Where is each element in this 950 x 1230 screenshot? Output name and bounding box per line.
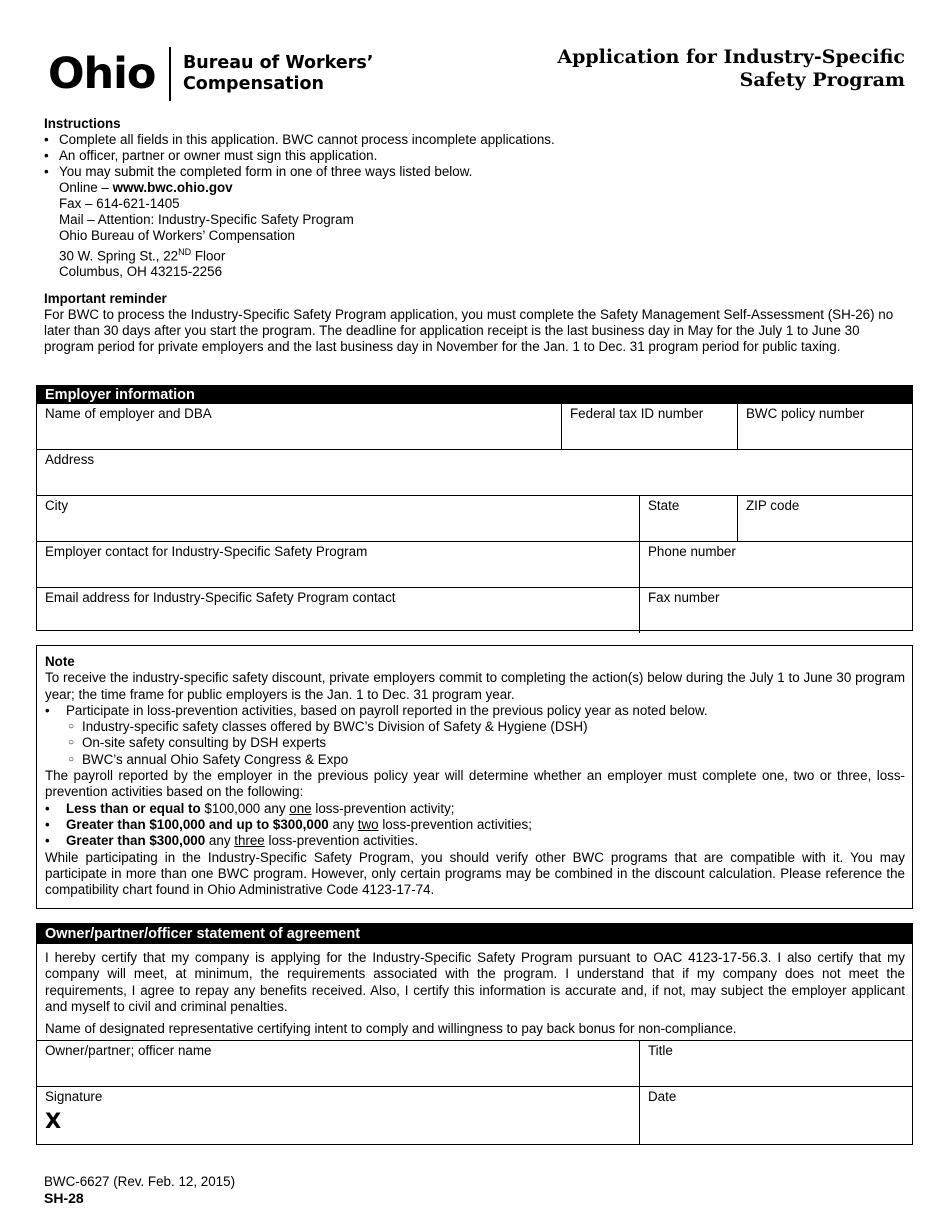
- agreement-text: I hereby certify that my company is applying for the Industry-Specific Safety Program pursuant to OAC 4123-17-56.3. I also certify that my company will meet, at minimum, the requirements associated with the program. I understand that if my company does not meet the requirements, I agree to repay any benefits received. Also, I certify this information is accurate and, if not, may subject the employer applicant and myself to civil and criminal penalties.: [45, 950, 905, 1014]
- activity-item: ○ Industry-specific safety classes offered by BWC’s Division of Safety & Hygiene (DSH): [68, 719, 905, 735]
- mail-city: Columbus, OH 43215-2256: [59, 264, 223, 280]
- payroll-tier: [45, 833, 905, 849]
- online-label: Online –: [59, 180, 113, 195]
- note-closing: While participating in the Industry-Specific Safety Program, you should verify other BWC programs that are compatible with it. You may participate in more than one BWC program. However, only certain programs may be combined in the discount calculation. Please reference the compatibility chart found in Ohio Administrative Code 4123-17-74.: [45, 849, 905, 898]
- state-label: State: [648, 498, 680, 513]
- online-method: [44, 180, 906, 196]
- activity-item: ○ On-site safety consulting by DSH experts: [68, 735, 905, 751]
- reminder-text: For BWC to process the Industry-Specific Safety Program application, you must complete the Safety Management Self-Assessment (SH-26) no later than 30 days after you start the program. The deadline for application receipt is the last business day in May for the July 1 to June 30 program period for private employers and the last business day in November for the Jan. 1 to Dec. 31 program period for public taxing.: [44, 307, 894, 354]
- federal-tax-id-label: Federal tax ID number: [570, 406, 704, 421]
- agreement-row-2: [37, 1086, 912, 1144]
- date-label: Date: [648, 1089, 677, 1105]
- tier-count: three: [234, 833, 265, 849]
- document-title: [557, 46, 905, 92]
- phone-label: Phone number: [648, 544, 736, 559]
- submission-methods: [44, 180, 906, 280]
- tier-text: $100,000 any: [200, 800, 290, 816]
- bwc-policy-field[interactable]: [737, 404, 912, 449]
- reminder-heading: Important reminder: [44, 291, 167, 306]
- payroll-tier: [45, 801, 905, 817]
- fax-label: Fax number: [648, 590, 720, 605]
- tier-text: loss-prevention activities;: [378, 816, 532, 832]
- employer-name-label: Name of employer and DBA: [45, 406, 212, 421]
- payroll-tier: [45, 817, 905, 833]
- street-main: 30 W. Spring St., 22: [59, 248, 179, 264]
- street-ordinal: ND: [178, 247, 192, 257]
- tier-threshold: Greater than $100,000 and up to $300,000: [66, 816, 329, 832]
- designated-rep-text: Name of designated representative certifying intent to comply and willingness to pay back bonus for non-compliance.: [45, 1021, 737, 1037]
- payroll-text: The payroll reported by the employer in the previous policy year will determine whether an employer must complete one, two or three, loss-prevention activities based on the following:: [45, 768, 905, 800]
- zip-label: ZIP code: [746, 498, 800, 513]
- federal-tax-id-field[interactable]: [561, 404, 737, 449]
- agreement-box: [36, 923, 913, 1145]
- bwc-policy-label: BWC policy number: [746, 406, 865, 421]
- instruction-item: • An officer, partner or owner must sign this application.: [44, 148, 906, 164]
- tier-threshold: Less than or equal to: [66, 800, 201, 816]
- title-line-1: Application for Industry-Specific: [557, 46, 905, 68]
- email-field[interactable]: [37, 588, 639, 633]
- signature-label: Signature: [45, 1089, 103, 1105]
- tier-text: loss-prevention activity;: [311, 800, 455, 816]
- city-field[interactable]: [37, 496, 639, 541]
- contact-label: Employer contact for Industry-Specific Safety Program: [45, 544, 368, 559]
- logo-divider: [169, 47, 171, 101]
- form-footer: [44, 1174, 235, 1206]
- address-label: Address: [45, 452, 95, 467]
- instruction-item: • Complete all fields in this application. BWC cannot process incomplete applications.: [44, 132, 906, 148]
- tier-text: any: [328, 816, 358, 832]
- tier-text: any: [205, 833, 235, 849]
- note-bullet: • Participate in loss-prevention activities, based on payroll reported in the previous policy year as noted below.: [45, 703, 905, 719]
- tier-count: one: [289, 800, 312, 816]
- activity-item: ○ BWC’s annual Ohio Safety Congress & Expo: [68, 752, 905, 768]
- bwc-website-link[interactable]: www.bwc.ohio.gov: [112, 180, 233, 195]
- bwc-logo: [48, 44, 373, 104]
- employer-information-box: [36, 385, 913, 631]
- contact-field[interactable]: [37, 542, 639, 587]
- title-label: Title: [648, 1043, 673, 1059]
- title-field[interactable]: [639, 1041, 912, 1086]
- note-intro: To receive the industry-specific safety discount, private employers commit to completing the action(s) below during the July 1 to June 30 program year; the time frame for public employers is the Jan. 1 to Dec. 31 program year.: [45, 670, 905, 702]
- reminder-section: [44, 291, 906, 355]
- mail-street: [44, 244, 906, 264]
- employer-name-field[interactable]: [37, 404, 561, 449]
- note-box: [36, 645, 913, 909]
- tier-threshold: Greater than $300,000: [66, 833, 206, 849]
- owner-name-label: Owner/partner; officer name: [45, 1043, 212, 1059]
- phone-field[interactable]: [639, 542, 912, 587]
- form-revision: BWC-6627 (Rev. Feb. 12, 2015): [44, 1174, 236, 1189]
- zip-field[interactable]: [737, 496, 912, 541]
- tier-text: loss-prevention activities.: [264, 833, 419, 849]
- employer-info-heading: Employer information: [37, 386, 912, 404]
- instruction-item: • You may submit the completed form in one of three ways listed below.: [44, 164, 906, 180]
- logo-agency-name: [183, 53, 373, 95]
- street-floor: Floor: [191, 248, 226, 264]
- mail-method: Mail – Attention: Industry-Specific Safety Program: [59, 212, 354, 227]
- agreement-heading: Owner/partner/officer statement of agreement: [37, 924, 912, 944]
- logo-line-1: Bureau of Workers’: [182, 53, 374, 73]
- logo-line-2: Compensation: [182, 74, 324, 94]
- instructions-heading: Instructions: [44, 116, 121, 131]
- email-label: Email address for Industry-Specific Safety Program contact: [45, 590, 396, 605]
- ohio-wordmark: Ohio: [48, 48, 156, 99]
- fax-field[interactable]: [639, 588, 912, 633]
- title-line-2: Safety Program: [739, 69, 905, 91]
- employer-row-4: [37, 541, 912, 587]
- employer-row-3: [37, 495, 912, 541]
- state-field[interactable]: [639, 496, 737, 541]
- instructions-section: [44, 116, 906, 280]
- date-field[interactable]: [639, 1087, 912, 1144]
- signature-x-mark: X: [45, 1109, 62, 1134]
- employer-row-5: [37, 587, 912, 633]
- note-heading: Note: [45, 654, 75, 669]
- address-field[interactable]: [37, 450, 912, 495]
- tier-count: two: [357, 816, 379, 832]
- owner-name-field[interactable]: [37, 1041, 639, 1086]
- city-label: City: [45, 498, 69, 513]
- signature-field[interactable]: [37, 1087, 639, 1144]
- employer-row-2: [37, 449, 912, 495]
- agreement-row-1: [37, 1040, 912, 1086]
- fax-method: Fax – 614-621-1405: [59, 196, 180, 211]
- form-code: SH-28: [44, 1190, 84, 1206]
- employer-row-1: [37, 404, 912, 449]
- mail-org: Ohio Bureau of Workers’ Compensation: [59, 228, 295, 243]
